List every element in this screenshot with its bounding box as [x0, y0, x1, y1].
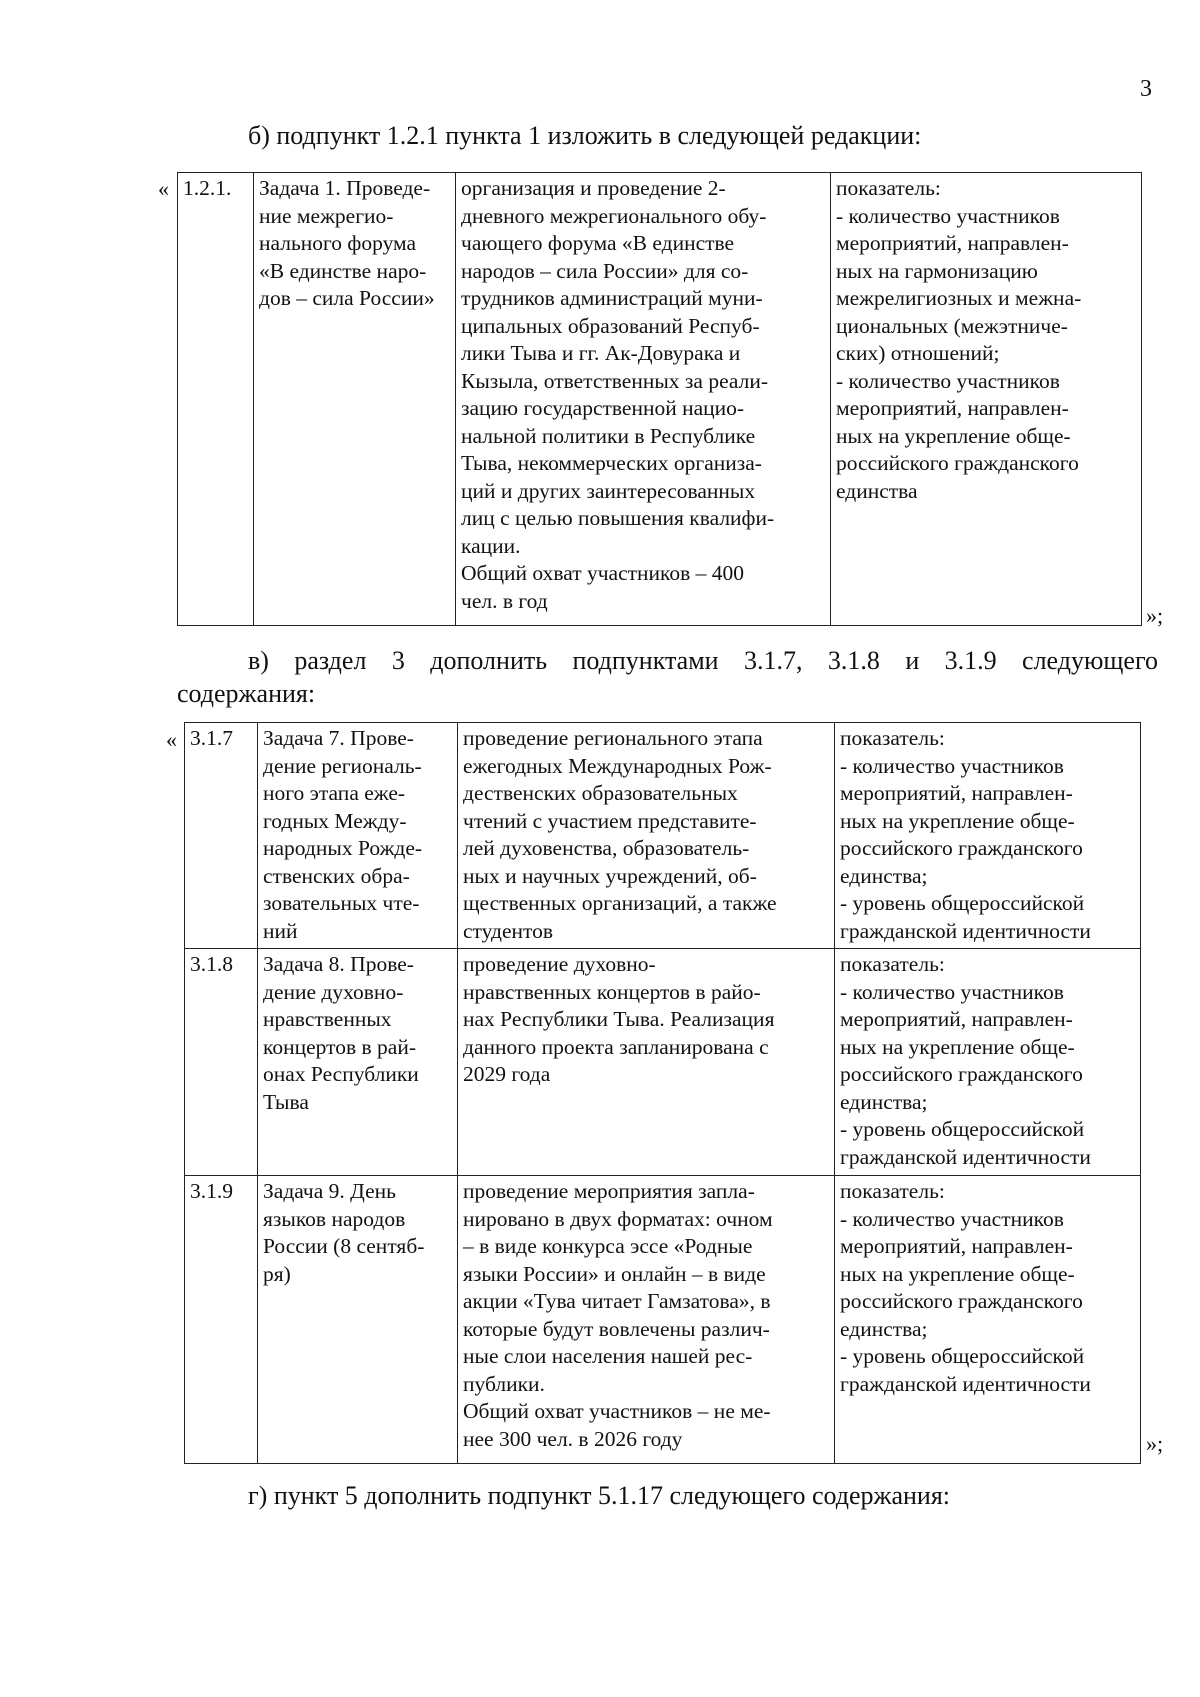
word: 3: [391, 646, 405, 675]
word: подпунктами: [572, 646, 719, 675]
close-quote-2: »;: [1146, 1431, 1164, 1456]
task-cell: Задача 7. Прове- дение региональ- ного этапа еже- годных Между- народных Рожде- ственских обра- зовательных чте- ний: [258, 723, 458, 949]
word: раздел: [294, 646, 367, 675]
activity-cell: организация и проведение 2- дневного межрегионального обу- чающего форума «В единстве народов – сила России» для со- трудников администраций муни- ципальных образований Респуб- лики Тыва и гг. Ак-Довурака и Кызыла, ответственных за реали- зацию государственной нацио- нальной политики в Республике Тыва, некоммерческих организа- ций и других заинтересованных лиц с целью повышения квалифи- кации. Общий охват участников – 400 чел. в год: [456, 173, 831, 626]
activity-cell: проведение мероприятия запла- нировано в двух форматах: очном – в виде конкурса эссе «Родные языки России» и онлайн – в виде акции «Тува читает Гамзатова», в которые будут вовлечены различ- ные слои населения нашей рес- публики. Общий охват участников – не ме- нее 300 чел. в 2026 году: [458, 1176, 835, 1464]
word: дополнить: [430, 646, 548, 675]
activity-cell: проведение регионального этапа ежегодных Международных Рож- дественских образовательных чтений с участием представите- лей духовенства, образователь- ных и научных учреждений, об- щественных организаций, а также студентов: [458, 723, 835, 949]
indicator-cell: показатель: - количество участников мероприятий, направлен- ных на гармонизацию межрелигиозных и межна- циональных (межэтниче- ских) отношений; - количество участников мероприятий, направлен- ных на укрепление обще- российского гражданского единства: [831, 173, 1142, 626]
paragraph-v-line1: [248, 645, 1158, 677]
indicator-cell: показатель: - количество участников мероприятий, направлен- ных на укрепление обще- российского гражданского единства; - уровень общероссийской гражданской идентичности: [835, 1176, 1141, 1464]
row-number-cell: 3.1.8: [185, 949, 258, 1176]
table-row: [185, 949, 1141, 1176]
task-cell: Задача 9. День языков народов России (8 сентяб- ря): [258, 1176, 458, 1464]
indicator-cell: показатель: - количество участников мероприятий, направлен- ных на укрепление обще- российского гражданского единства; - уровень общероссийской гражданской идентичности: [835, 723, 1141, 949]
paragraph-b: б) подпункт 1.2.1 пункта 1 изложить в следующей редакции:: [248, 121, 922, 150]
close-quote-1: »;: [1146, 603, 1164, 628]
table-row: [178, 173, 1142, 626]
row-number-cell: 3.1.9: [185, 1176, 258, 1464]
paragraph-g: г) пункт 5 дополнить подпункт 5.1.17 следующего содержания:: [248, 1481, 951, 1510]
indicator-cell: показатель: - количество участников мероприятий, направлен- ных на укрепление обще- российского гражданского единства; - уровень общероссийской гражданской идентичности: [835, 949, 1141, 1176]
row-number-cell: 3.1.7: [185, 723, 258, 949]
table-subitem-1-2-1: [177, 172, 1142, 626]
page-number: 3: [1140, 76, 1152, 102]
paragraph-v-line2: содержания:: [177, 679, 316, 708]
task-cell: Задача 8. Прове- дение духовно- нравственных концертов в рай- онах Республики Тыва: [258, 949, 458, 1176]
activity-cell: проведение духовно- нравственных концертов в райо- нах Республики Тыва. Реализация данного проекта запланирована с 2029 года: [458, 949, 835, 1176]
task-cell: Задача 1. Проведе- ние межрегио- нального форума «В единстве наро- дов – сила России»: [254, 173, 456, 626]
table-row: [185, 723, 1141, 949]
table-row: [185, 1176, 1141, 1464]
word: и: [905, 646, 920, 675]
word: 3.1.9: [944, 646, 997, 675]
word: следующего: [1022, 646, 1158, 675]
row-number-cell: 1.2.1.: [178, 173, 254, 626]
word: 3.1.7,: [744, 646, 803, 675]
open-quote-2: «: [166, 727, 177, 752]
open-quote-1: «: [158, 176, 169, 201]
word: 3.1.8: [827, 646, 880, 675]
table-subitems-3-1-7-to-3-1-9: [184, 722, 1141, 1464]
word: в): [248, 646, 269, 675]
